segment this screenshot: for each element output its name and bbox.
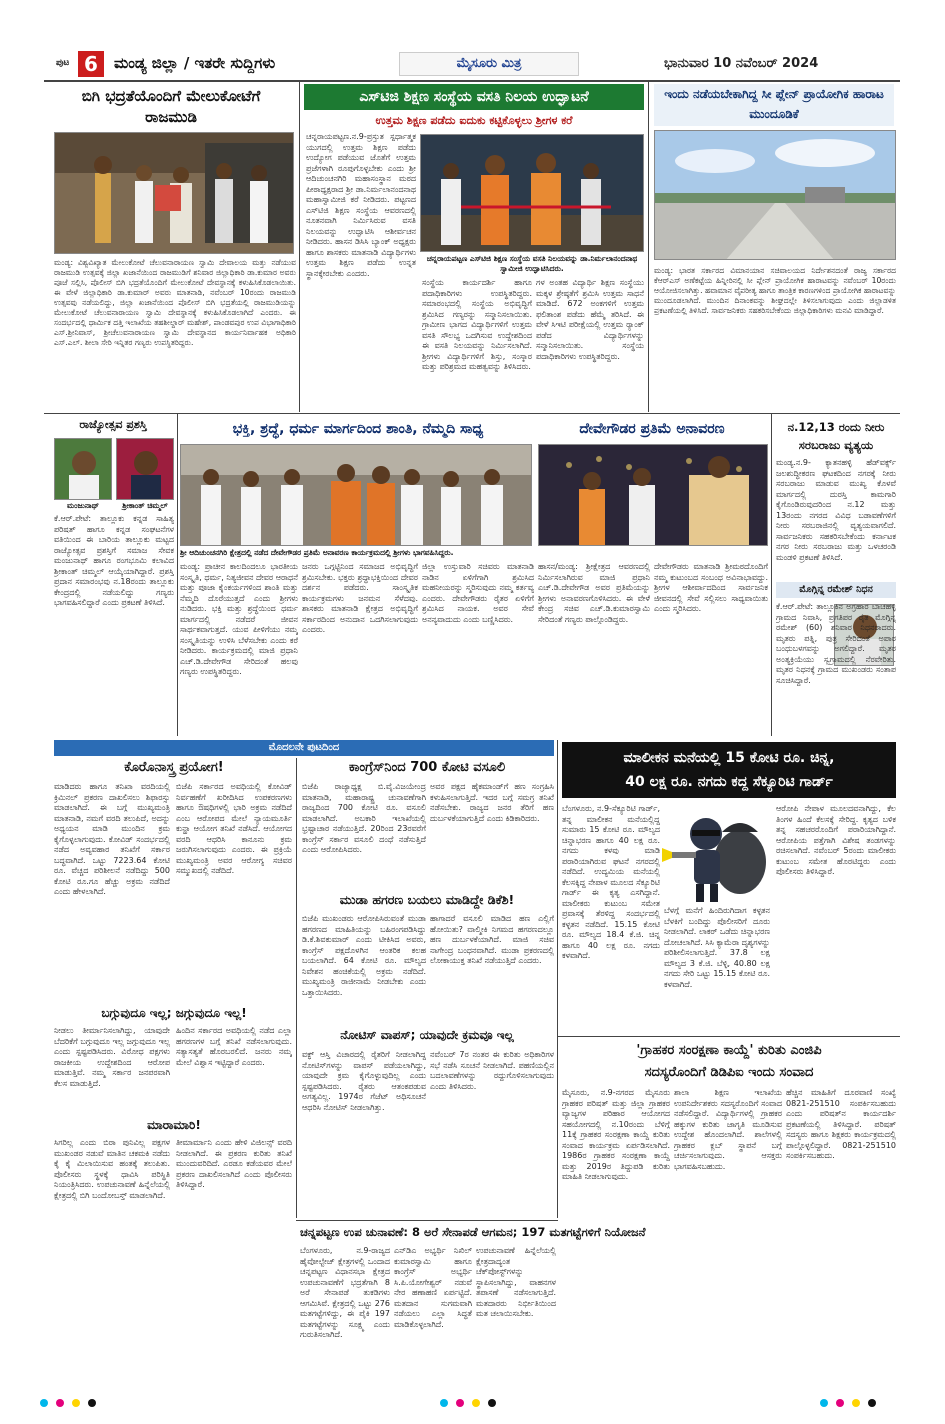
hostel-col3: ಗಳ ಅಂತಹ ವಿದ್ಯಾರ್ಥಿ ಶಿಕ್ಷಣ ಸಂಸ್ಥೆಯು ಮಕ್ಕಳ ಶ್ರೇಷ್ಠತೆಗೆ ಶ್ರಮಿಸಿ ಉತ್ತಮ ಸಾಧನೆ ಮಾಡಿದೆ. 672 ಅಂಕಗಳಿಗೆ ಉತ್ತಮ ಫಲಿತಾಂಶ ಪಡೆದು ಹೆಮ್ಮೆ ತರಿಸಿದೆ. ಈ ವೇಳೆ ಸಿಇಟಿ ಪರೀಕ್ಷೆಯಲ್ಲಿ ಉತ್ತಮ ರ‍್ಯಾಂಕ್ ಪಡೆದ ವಿದ್ಯಾರ್ಥಿಗಳನ್ನು ಸನ್ಮಾನಿಸಲಾಯಿತು. ಸಂಸ್ಥೆಯ ಪದಾಧಿಕಾರಿಗಳು ಉಪಸ್ಥಿತರಿದ್ದರು.: [536, 278, 644, 361]
headline-maramari: ಮಾರಾಮಾರಿ!: [147, 1118, 201, 1132]
registration-dot: [440, 1399, 448, 1407]
700-col1: ಬಿಜೆಪಿ ರಾಜ್ಯಾಧ್ಯಕ್ಷ ಬಿ.ವೈ.ವಿಜಯೇಂದ್ರ ಮಾತನಾಡಿ, ಮಹಾರಾಷ್ಟ್ರ ಚುನಾವಣೆಗಾಗಿ ರಾಜ್ಯದಿಂದ 700 ಕೋಟಿ ರೂ. ವಸೂಲಿ ಮಾಡಲಾಗಿದೆ. ಅಬಕಾರಿ ಇಲಾಖೆಯಲ್ಲಿ ಭ್ರಷ್ಟಾಚಾರ ನಡೆಯುತ್ತಿದೆ. 20ರಿಂದ 23ರವರೆಗೆ ಕಾಂಗ್ರೆಸ್ ಸರ್ಕಾರ ವಸೂಲಿ ದಂಧೆ ನಡೆಸುತ್ತಿದೆ ಎಂದು ಆರೋಪಿಸಿದರು.: [302, 782, 426, 854]
section-title: ಮಂಡ್ಯ ಜಿಲ್ಲಾ / ಇತರೇ ಸುದ್ದಿಗಳು: [114, 54, 276, 72]
devegowda-col5: ದೇವೇಗೌಡರು ಮಾತನಾಡಿ ಶ್ರೀಮಠದೊಂದಿಗೆ ನಮ್ಮ ಕುಟುಂಬದ ಸಂಬಂಧ ಅವಿನಾಭಾವದ್ದು. ಶ್ರೀಗಳ ಆಶೀರ್ವಾದದಿಂದ ಸಾರ್ವಜನಿಕ ಜೀವನದಲ್ಲಿ ಸೇವೆ ಸಲ್ಲಿಸಲು ಸಾಧ್ಯವಾಯಿತು ಎಂದು ಸ್ಮರಿಸಿದರು.: [654, 562, 768, 613]
headline-hostel: ಎಸ್‌ಟಿಜಿ ಶಿಕ್ಷಣ ಸಂಸ್ಥೆಯ ವಸತಿ ನಿಲಯ ಉದ್ಘಾಟನೆ: [304, 84, 644, 110]
headline-theft-box: [562, 742, 896, 798]
consumer-col1: ಮೈಸೂರು, ನ.9-ನಗರದ ಮೈಸೂರು ಗ್ರಾಹಕರ ಪರಿಷತ್ ಮತ್ತು ಜಿಲ್ಲಾ ಗ್ರಾಹಕರ ವ್ಯಾಜ್ಯಗಳ ಪರಿಹಾರ ಆಯೋಗದ ಸಹಯೋಗದಲ್ಲಿ ನ.10ರಂದು ಬೆಳಿಗ್ಗೆ 11ಕ್ಕೆ ಗ್ರಾಹಕರ ಸಂರಕ್ಷಣಾ ಕಾಯ್ದೆ ಕುರಿತು ಸಂವಾದ ಕಾರ್ಯಕ್ರಮ ಏರ್ಪಡಿಸಲಾಗಿದೆ. 1986ರ ಗ್ರಾಹಕರ ಸಂರಕ್ಷಣಾ ಕಾಯ್ದೆ ಮತ್ತು 2019ರ ತಿದ್ದುಪಡಿ ಕುರಿತು ಮಾಹಿತಿ ನೀಡಲಾಗುವುದು.: [562, 1088, 670, 1181]
theft-col3: ಆರೋಪಿ ನೇಪಾಳ ಮೂಲದವನಾಗಿದ್ದು, ಕೆಲ ತಿಂಗಳ ಹಿಂದೆ ಕೆಲಸಕ್ಕೆ ಸೇರಿದ್ದ. ಕೃತ್ಯದ ಬಳಿಕ ತನ್ನ ಸಹಚರರೊಂದಿಗೆ ಪರಾರಿಯಾಗಿದ್ದಾನೆ. ಆರೋಪಿಯ ಪತ್ತೆಗಾಗಿ ವಿಶೇಷ ತಂಡಗಳನ್ನು ರಚಿಸಲಾಗಿದೆ. ನವೆಂಬರ್ 5ರಂದು ಮಾಲೀಕರು ಕುಟುಂಬ ಸಮೇತ ಹೊರಟಿದ್ದರು ಎಂದು ಪೊಲೀಸರು ತಿಳಿಸಿದ್ದಾರೆ.: [776, 804, 896, 876]
byelection-col2: ಎನ್‌ಡಿಎ ಅಭ್ಯರ್ಥಿ ನಿಖಿಲ್ ಕುಮಾರಸ್ವಾಮಿ ಹಾಗೂ ಕಾಂಗ್ರೆಸ್ ಅಭ್ಯರ್ಥಿ ಸಿ.ಪಿ.ಯೋಗೇಶ್ವರ್ ನಡುವೆ ನೇರ ಹಣಾಹಣಿ ಏರ್ಪಟ್ಟಿದೆ. ಮತದಾನ ಸುಗಮವಾಗಿ ನಡೆಯಲು ಎಲ್ಲಾ ಸಿದ್ಧತೆ ಮಾಡಿಕೊಳ್ಳಲಾಗಿದೆ.: [394, 1246, 472, 1329]
thief-illustration: [662, 804, 772, 904]
subhead-hostel: ಉತ್ತಮ ಶಿಕ್ಷಣ ಪಡೆದು ಐದುಕು ಕಟ್ಟಿಕೊಳ್ಳಲು ಶ್ರೀಗಳ ಕರೆ: [375, 114, 573, 127]
baggu-col1: ನೀಡಲು ತೀರ್ಮಾನಿಸಲಾಗಿದ್ದು, ಯಾವುದೇ ಬೆದರಿಕೆಗೆ ಬಗ್ಗುವುದೂ ಇಲ್ಲ ಜಗ್ಗುವುದೂ ಇಲ್ಲ ಎಂದು ಸ್ಪಷ್ಟಪಡಿಸಿದರು. ವಿರೋಧ ಪಕ್ಷಗಳು ರಾಜಕೀಯ ಉದ್ದೇಶದಿಂದ ಆರೋಪ ಮಾಡುತ್ತಿವೆ. ನಮ್ಮ ಸರ್ಕಾರ ಜನಪರವಾಗಿ ಕೆಲಸ ಮಾಡುತ್ತಿದೆ.: [54, 1026, 170, 1088]
consumer-col3: ಹೆಚ್ಚಿನ ಮಾಹಿತಿಗೆ ದೂರವಾಣಿ ಸಂಖ್ಯೆ 0821-251510 ಸಂಪರ್ಕಿಸಬಹುದು ಎಂದು ಪರಿಷತ್‌ನ ಕಾರ್ಯದರ್ಶಿ ಪ್ರಕಟಣೆಯಲ್ಲಿ ತಿಳಿಸಿದ್ದಾರೆ. ಪರಿಷತ್ ಸದಸ್ಯರು ಹಾಗೂ ಶಿಕ್ಷಕರು ಕಾರ್ಯಕ್ರಮದಲ್ಲಿ ಪಾಲ್ಗೊಳ್ಳಲಿದ್ದಾರೆ. 0821-251510 ಸಂಪರ್ಕಿಸಬಹುದು.: [786, 1088, 896, 1160]
col-divider: [771, 414, 772, 736]
row-divider: [296, 1220, 558, 1221]
registration-dot: [456, 1399, 464, 1407]
col-divider: [177, 414, 178, 736]
registration-dot: [72, 1399, 80, 1407]
caption-hostel: ಚನ್ನರಾಯಪಟ್ಟಣ ಎಸ್‌ಟಿಜಿ ಶಿಕ್ಷಣ ಸಂಸ್ಥೆಯ ವಸತಿ ನಿಲಯವನ್ನು ಡಾ.ನಿರ್ಮಲಾನಂದನಾಥ ಸ್ವಾಮೀಜಿ ಉದ್ಘಾಟಿಸಿದರು.: [426, 254, 638, 273]
paper-name: ಮೈಸೂರು ಮಿತ್ರ: [399, 52, 579, 76]
headline-rajamudi: ಬಿಗಿ ಭದ್ರತೆಯೊಂದಿಗೆ ಮೇಲುಕೋಟೆಗೆ ರಾಜಮುಡಿ: [81, 87, 261, 126]
consumer-col2: ಶಾಲಾ ಶಿಕ್ಷಣ ಇಲಾಖೆಯ ಉಪನಿರ್ದೇಶಕರು ಸದಸ್ಯರೊಂದಿಗೆ ಸಂವಾದ ನಡೆಸಲಿದ್ದಾರೆ. ವಿದ್ಯಾರ್ಥಿಗಳಲ್ಲಿ ಗ್ರಾಹಕರ ಹಕ್ಕುಗಳ ಕುರಿತು ಜಾಗೃತಿ ಮೂಡಿಸುವ ಉದ್ದೇಶ ಹೊಂದಲಾಗಿದೆ. ಶಾಲೆಗಳಲ್ಲಿ ಗ್ರಾಹಕರ ಕ್ಲಬ್ ಸ್ಥಾಪನೆ ಬಗ್ಗೆ ಚರ್ಚಿಸಲಾಗುವುದು. ಆಸಕ್ತರು ಭಾಗವಹಿಸಬಹುದು.: [674, 1088, 782, 1171]
registration-dot: [56, 1399, 64, 1407]
registration-dot: [868, 1399, 876, 1407]
corona-col1: ಮಾಡಿದರು ಹಾಗೂ ತನಿಖಾ ವರದಿಯಲ್ಲಿ ಕ್ರಿಮಿನಲ್ ಪ್ರಕರಣ ದಾಖಲಿಸಲು ಶಿಫಾರಸ್ಸು ಮಾಡಲಾಗಿದೆ. ಈ ಬಗ್ಗೆ ಮುಖ್ಯಮಂತ್ರಿ ಮಾತನಾಡಿ, ನಮಗೆ ವರದಿ ತಲುಪಿದೆ, ಅದನ್ನು ಅಧ್ಯಯನ ಮಾಡಿ ಮುಂದಿನ ಕ್ರಮ ಕೈಗೊಳ್ಳಲಾಗುವುದು. ಕೋವಿಡ್ ಸಂದರ್ಭದಲ್ಲಿ ನಡೆದ ಅವ್ಯವಹಾರ ತನಿಖೆಗೆ ಸರ್ಕಾರ ಬದ್ಧವಾಗಿದೆ. ಒಟ್ಟು 7223.64 ಕೋಟಿ ರೂ. ವೆಚ್ಚದ ಪರಿಶೀಲನೆ ನಡೆದಿದ್ದು 500 ಕೋಟಿ ರೂ.ಗೂ ಹೆಚ್ಚು ಅಕ್ರಮ ನಡೆದಿದೆ ಎಂದು ಹೇಳಲಾಗಿದೆ.: [54, 782, 170, 896]
hostel-col1: ಚನ್ನರಾಯಪಟ್ಟಣ.ನ.9-ಪ್ರಸ್ತುತ ಸ್ಪರ್ಧಾತ್ಮಕ ಯುಗದಲ್ಲಿ ಉತ್ತಮ ಶಿಕ್ಷಣ ಪಡೆದು ಉದ್ಯೋಗ ಪಡೆಯುವ ಜೊತೆಗೆ ಉತ್ತಮ ಪ್ರಜೆಗಳಾಗಿ ರೂಪುಗೊಳ್ಳಬೇಕು ಎಂದು ಶ್ರೀ ಆದಿಚುಂಚನಗಿರಿ ಮಹಾಸಂಸ್ಥಾನ ಮಠದ ಪೀಠಾಧ್ಯಕ್ಷರಾದ ಶ್ರೀ ಡಾ.ನಿರ್ಮಲಾನಂದನಾಥ ಮಹಾಸ್ವಾಮೀಜಿ ಕರೆ ನೀಡಿದರು. ಪಟ್ಟಣದ ಎಸ್‌ಟಿಜಿ ಶಿಕ್ಷಣ ಸಂಸ್ಥೆಯ ಆವರಣದಲ್ಲಿ ನೂತನವಾಗಿ ನಿರ್ಮಿಸಿರುವ ವಸತಿ ನಿಲಯವನ್ನು ಉದ್ಘಾಟಿಸಿ ಆಶೀರ್ವಚನ ನೀಡಿದರು. ಹಾಸನ ಡಿಸಿಸಿ ಬ್ಯಾಂಕ್ ಅಧ್ಯಕ್ಷರು ಹಾಗೂ ಶಾಸಕರು ಮಾತನಾಡಿ ವಿದ್ಯಾರ್ಥಿಗಳು ಉತ್ತಮ ಶಿಕ್ಷಣ ಪಡೆದು ಉನ್ನತ ಸ್ಥಾನಕ್ಕೇರಬೇಕು ಎಂದರು.: [306, 132, 416, 278]
headline-devegowda-2: ದೇವೇಗೌಡರ ಪ್ರತಿಮೆ ಅನಾವರಣ: [579, 421, 725, 437]
body-rajamudi: ಮಂಡ್ಯ: ವಿಶ್ವವಿಖ್ಯಾತ ಮೇಲುಕೋಟೆ ಚೆಲುವನಾರಾಯಣ ಸ್ವಾಮಿ ದೇವಾಲಯ ಮತ್ತು ನಡೆಯುವ ರಾಜಮುಡಿ ಉತ್ಸವಕ್ಕೆ ಜಿಲ್ಲಾ ಖಜಾನೆಯಿಂದ ರಾಜಮುಡಿಗೆ ಶನಿವಾರ ಜಿಲ್ಲಾಧಿಕಾರಿ ಡಾ.ಕುಮಾರ ಅವರು ಪೂಜೆ ಸಲ್ಲಿಸಿ, ಪೊಲೀಸ್ ಬಿಗಿ ಭದ್ರತೆಯೊಂದಿಗೆ ಮೇಲುಕೋಟೆ ದೇವಸ್ಥಾನಕ್ಕೆ ಕಳುಹಿಸಿಕೊಡಲಾಯಿತು. ಈ ವೇಳೆ ಜಿಲ್ಲಾಧಿಕಾರಿ ಡಾ.ಕುಮಾರ್ ಅವರು ಮಾತನಾಡಿ, ನವೆಂಬರ್ 10ರಂದು ರಾಜಮುಡಿ ಉತ್ಸವವು ನಡೆಯಲಿದ್ದು, ಜಿಲ್ಲಾ ಖಜಾನೆಯಿಂದ ಪೊಲೀಸ್ ಬಿಗಿ ಭದ್ರತೆಯಲ್ಲಿ ರಾಜಮುಡಿಯನ್ನು ಮೇಲುಕೋಟೆ ಚೆಲುವನಾರಾಯಣ ಸ್ವಾಮಿ ದೇವಸ್ಥಾನಕ್ಕೆ ಕಳುಹಿಸಿಕೊಡಲಾಗಿದೆ ಎಂದರು. ಈ ಸಂದರ್ಭದಲ್ಲಿ ಧಾರ್ಮಿಕ ದತ್ತಿ ಇಲಾಖೆಯ ತಹಶೀಲ್ದಾರ್ ಮಹೇಶ್, ಪಾಂಡವಪುರ ಉಪ ವಿಭಾಗಾಧಿಕಾರಿ ಎಸ್.ಶ್ರೀನಿವಾಸ್, ಶ್ರೀಚೆಲುವನಾರಾಯಣ ಸ್ವಾಮಿ ದೇವಸ್ಥಾನದ ಕಾರ್ಯನಿರ್ವಾಹಕ ಅಧಿಕಾರಿ ಎಸ್.ಎಲ್. ಶೀಲಾ ಸೇರಿ ಇನ್ನಿತರ ಗಣ್ಯರು ಉಪಸ್ಥಿತರಿದ್ದರು.: [54, 258, 296, 347]
headline-obit: ಮೊಗ್ಗಿನ್ನ ರಮೇಶ್ ನಿಧನ: [776, 582, 896, 598]
registration-marks-center: [440, 1392, 504, 1411]
registration-dot: [472, 1399, 480, 1407]
photo-award-2: [116, 438, 174, 500]
award-name-2: ಶ್ರೀಕಾಂತ್ ಚಿಮ್ಮಲ್: [122, 501, 168, 510]
devegowda-col1: ಮಂಡ್ಯ: ಪ್ರಾಚೀನ ಕಾಲದಿಂದಲೂ ಭಾರತೀಯ ಸಂಸ್ಕೃತಿ, ಧರ್ಮ, ನಿತ್ಯಜೀವನ ದೇವರ ಆರಾಧನೆ ಮತ್ತು ಪೂಜಾ ಕೈಂಕರ್ಯಗಳಿಂದ ಶಾಂತಿ ಮತ್ತು ನೆಮ್ಮದಿ ದೊರೆಯುತ್ತದೆ ಎಂದು ಶ್ರೀಗಳು ನುಡಿದರು. ಭಕ್ತಿ ಮತ್ತು ಶ್ರದ್ಧೆಯಿಂದ ಧರ್ಮ ಮಾರ್ಗದಲ್ಲಿ ನಡೆದರೆ ಜೀವನ ಸಾರ್ಥಕವಾಗುತ್ತದೆ. ಯುವ ಪೀಳಿಗೆಯು ನಮ್ಮ ಸಂಸ್ಕೃತಿಯನ್ನು ಉಳಿಸಿ ಬೆಳೆಸಬೇಕು ಎಂದು ಕರೆ ನೀಡಿದರು. ಕಾರ್ಯಕ್ರಮದಲ್ಲಿ ಮಾಜಿ ಪ್ರಧಾನಿ ಎಚ್.ಡಿ.ದೇವೇಗೌಡ ಸೇರಿದಂತೆ ಹಲವು ಗಣ್ಯರು ಉಪಸ್ಥಿತರಿದ್ದರು.: [180, 562, 298, 676]
headline-baggu: ಬಗ್ಗುವುದೂ ಇಲ್ಲ; ಜಗ್ಗುವುದೂ ಇಲ್ಲ!: [101, 1006, 247, 1020]
award-name-1: ಮಂಜುನಾಥ್: [67, 501, 99, 510]
registration-dot: [820, 1399, 828, 1407]
headline-seaplane: ಇಂದು ನಡೆಯಬೇಕಾಗಿದ್ದ ಸೀ ಪ್ಲೇನ್ ಪ್ರಾಯೋಗಿಕ ಹಾರಾಟ ಮುಂದೂಡಿಕೆ: [654, 84, 894, 126]
body-water: ಮಂಡ್ಯ.ನ.9- ಕ್ಯಾತನಹಳ್ಳಿ ಹೆಡ್‌ವರ್ಕ್ಸ್ ಜಲಶುದ್ಧೀಕರಣ ಘಟಕದಿಂದ ನಗರಕ್ಕೆ ನೀರು ಸರಬರಾಜು ಮಾಡುವ ಮುಖ್ಯ ಕೊಳವೆ ಮಾರ್ಗದಲ್ಲಿ ದುರಸ್ತಿ ಕಾಮಗಾರಿ ಕೈಗೊಂಡಿರುವುದರಿಂದ ನ.12 ಮತ್ತು 13ರಂದು ನಗರದ ವಿವಿಧ ಬಡಾವಣೆಗಳಿಗೆ ನೀರು ಸರಬರಾಜಿನಲ್ಲಿ ವ್ಯತ್ಯಯವಾಗಲಿದೆ. ಸಾರ್ವಜನಿಕರು ಸಹಕರಿಸಬೇಕೆಂದು ಕರ್ನಾಟಕ ನಗರ ನೀರು ಸರಬರಾಜು ಮತ್ತು ಒಳಚರಂಡಿ ಮಂಡಳಿ ಪ್ರಕಟಣೆ ತಿಳಿಸಿದೆ.: [776, 458, 896, 562]
rajyotsava-title: ರಾಜ್ಯೋತ್ಸವ ಪ್ರಶಸ್ತಿ: [79, 418, 147, 431]
banner-from-first-page: ಮೊದಲನೇ ಪುಟದಿಂದ: [54, 740, 554, 756]
maramari-col1: ಸಿಗರಿಲ್ಲ ಎಂದು ಬಿರಾ ಪುನಿವಿಲ್ಲ ಪಕ್ಷಗಳ ಮುಖಂಡರ ನಡುವೆ ಮಾತಿನ ಚಕಮಕಿ ನಡೆದು ಕೈ ಕೈ ಮಿಲಾಯಿಸುವ ಹಂತಕ್ಕೆ ತಲುಪಿತು. ಪೊಲೀಸರು ಸ್ಥಳಕ್ಕೆ ಧಾವಿಸಿ ಪರಿಸ್ಥಿತಿ ನಿಯಂತ್ರಿಸಿದರು. ಉಪಚುನಾವಣೆ ಹಿನ್ನೆಲೆಯಲ್ಲಿ ಕ್ಷೇತ್ರದಲ್ಲಿ ಬಿಗಿ ಬಂದೋಬಸ್ತ್ ಮಾಡಲಾಗಿದೆ.: [54, 1138, 170, 1200]
byelection-col1: ಬೆಂಗಳೂರು, ನ.9-ರಾಜ್ಯದ ಹೈವೋಲ್ಟೇಜ್ ಕ್ಷೇತ್ರಗಳಲ್ಲಿ ಒಂದಾದ ಚನ್ನಪಟ್ಟಣ ವಿಧಾನಸಭಾ ಕ್ಷೇತ್ರದ ಉಪಚುನಾವಣೆಗೆ ಭದ್ರತೆಗಾಗಿ 8 ಅರೆ ಸೇನಾಪಡೆ ತುಕಡಿಗಳು ಆಗಮಿಸಿವೆ. ಕ್ಷೇತ್ರದಲ್ಲಿ ಒಟ್ಟು 276 ಮತಗಟ್ಟೆಗಳಿದ್ದು, ಈ ಪೈಕಿ 197 ಮತಗಟ್ಟೆಗಳನ್ನು ಸೂಕ್ಷ್ಮ ಎಂದು ಗುರುತಿಸಲಾಗಿದೆ.: [300, 1246, 390, 1339]
registration-dot: [836, 1399, 844, 1407]
devegowda-col2: ಜನರು ಒಗ್ಗಟ್ಟಿನಿಂದ ಸಮಾಜದ ಅಭಿವೃದ್ಧಿಗೆ ಶ್ರಮಿಸಬೇಕು. ಭಕ್ತರು ಶ್ರದ್ಧಾಭಕ್ತಿಯಿಂದ ದೇವರ ದರ್ಶನ ಪಡೆದರು. ಸಾಂಸ್ಕೃತಿಕ ಕಾರ್ಯಕ್ರಮಗಳು ಜನಮನ ಸೆಳೆದವು. ಶಾಸಕರು ಮಾತನಾಡಿ ಕ್ಷೇತ್ರದ ಅಭಿವೃದ್ಧಿಗೆ ಸರ್ಕಾರದಿಂದ ಅನುದಾನ ಒದಗಿಸಲಾಗುವುದು ಎಂದರು.: [302, 562, 418, 634]
headline-consumer-1: 'ಗ್ರಾಹಕರ ಸಂರಕ್ಷಣಾ ಕಾಯ್ದೆ' ಕುರಿತು ಎಂಜಿಪಿ: [636, 1043, 822, 1058]
headline-devegowda: ಭಕ್ತಿ, ಶ್ರದ್ಧೆ, ಧರ್ಮ ಮಾರ್ಗದಿಂದ ಶಾಂತಿ, ನೆಮ್ಮದಿ ಸಾಧ್ಯ: [232, 421, 484, 437]
700-col2: ಅವರ ಪಕ್ಷದ ಹೈಕಮಾಂಡ್‌ಗೆ ಹಣ ಸಂಗ್ರಹಿಸಿ ಕಳುಹಿಸಲಾಗುತ್ತಿದೆ. ಇದರ ಬಗ್ಗೆ ಸಮಗ್ರ ತನಿಖೆ ನಡೆಸಬೇಕು. ರಾಜ್ಯದ ಜನರ ತೆರಿಗೆ ಹಣ ದುರ್ಬಳಕೆಯಾಗುತ್ತಿದೆ ಎಂದು ಕಿಡಿಕಾರಿದರು.: [430, 782, 554, 823]
headline-consumer-2: ಸದಸ್ಯರೊಂದಿಗೆ ಡಿಡಿಪಿಐ ಇಂದು ಸಂವಾದ: [644, 1065, 814, 1080]
muda-col2: ಹಾಗಾದರೆ ವಸೂಲಿ ಮಾಡಿದ ಹಣ ಎಲ್ಲಿಗೆ ಹೋಯಿತು? ವಾಲ್ಮೀಕಿ ನಿಗಮದ ಹಗರಣದಲ್ಲೂ ಹಣ ದುರ್ಬಳಕೆಯಾಗಿದೆ. ಮಾಜಿ ಸಚಿವ ನಾಗೇಂದ್ರ ಬಂಧನವಾಗಿದೆ. ಮುಡಾ ಪ್ರಕರಣದಲ್ಲಿ ಲೋಕಾಯುಕ್ತ ತನಿಖೆ ನಡೆಯುತ್ತಿದೆ ಎಂದರು.: [430, 914, 554, 965]
registration-dot: [40, 1399, 48, 1407]
col-divider: [557, 740, 558, 1218]
page-number: 6: [78, 51, 104, 77]
maramari-col2: ತೀಮಾರ್ಮಾನಿ ಎಂದು ಹೇಳಿ ವಿಜಿಲನ್ಸ್ ವರದಿ ನೀಡಲಾಗಿದೆ. ಈ ಪ್ರಕರಣ ಕುರಿತು ತನಿಖೆ ಮುಂದುವರಿದಿದೆ. ಎರಡೂ ಕಡೆಯವರ ಮೇಲೆ ಪ್ರಕರಣ ದಾಖಲಿಸಲಾಗಿದೆ ಎಂದು ಪೊಲೀಸರು ತಿಳಿಸಿದ್ದಾರೆ.: [176, 1138, 292, 1189]
headline-notice: ನೋಟಿಸ್ ವಾಪಸ್; ಯಾವುದೇ ಕ್ರಮವೂ ಇಲ್ಲ: [340, 1028, 514, 1042]
baggu-col2: ಹಿಂದಿನ ಸರ್ಕಾರದ ಅವಧಿಯಲ್ಲಿ ನಡೆದ ಎಲ್ಲಾ ಹಗರಣಗಳ ಬಗ್ಗೆ ತನಿಖೆ ನಡೆಸಲಾಗುವುದು. ಸತ್ಯಾಸತ್ಯತೆ ಹೊರಬರಲಿದೆ. ಜನರು ನಮ್ಮ ಮೇಲೆ ವಿಶ್ವಾಸ ಇಟ್ಟಿದ್ದಾರೆ ಎಂದರು.: [176, 1026, 292, 1067]
photo-devegowda-2: [538, 444, 768, 546]
corona-col2: ಬಿಜೆಪಿ ಸರ್ಕಾರದ ಅವಧಿಯಲ್ಲಿ ಕೋವಿಡ್ ನಿರ್ವಹಣೆಗೆ ಖರೀದಿಸಿದ ಉಪಕರಣಗಳು ಹಾಗೂ ಔಷಧಿಗಳಲ್ಲಿ ಭಾರಿ ಅಕ್ರಮ ನಡೆದಿದೆ ಎಂಬ ಆರೋಪದ ಮೇಲೆ ನ್ಯಾಯಮೂರ್ತಿ ಕುನ್ಹಾ ಆಯೋಗ ತನಿಖೆ ನಡೆಸಿದೆ. ಆಯೋಗದ ವರದಿ ಆಧರಿಸಿ ಕಾನೂನು ಕ್ರಮ ಜರುಗಿಸಲಾಗುವುದು ಎಂದರು. ಈ ಪ್ರಕ್ರಿಯೆ ಮುಖ್ಯಮಂತ್ರಿ ಅವರ ಆರೋಗ್ಯ ಸಚಿವರ ಸಮ್ಮುಖದಲ್ಲಿ ನಡೆದಿದೆ.: [176, 782, 292, 875]
caption-devegowda: ಶ್ರೀ ಆದಿಚುಂಚನಗಿರಿ ಕ್ಷೇತ್ರದಲ್ಲಿ ನಡೆದ ದೇವೇಗೌಡರ ಪ್ರತಿಮೆ ಅನಾವರಣ ಕಾರ್ಯಕ್ರಮದಲ್ಲಿ ಶ್ರೀಗಳು ಭಾಗವಹಿಸಿದ್ದರು.: [180, 548, 454, 557]
headline-700: ಕಾಂಗ್ರೆಸ್‌ನಿಂದ 700 ಕೋಟಿ ವಸೂಲಿ: [348, 760, 506, 775]
col-divider: [648, 82, 649, 412]
headline-byelection: ಚನ್ನಪಟ್ಟಣ ಉಪ ಚುನಾವಣೆ: 8 ಅರೆ ಸೇನಾಪಡೆ ಆಗಮನ; 197 ಮತಗಟ್ಟೆಗಳಿಗೆ ನಿಯೋಜನೆ: [300, 1225, 646, 1239]
headline-theft-line2: 40 ಲಕ್ಷ ರೂ. ನಗದು ಕದ್ದ ಸೆಕ್ಯೂರಿಟಿ ಗಾರ್ಡ್: [625, 774, 833, 790]
photo-seaplane: [654, 130, 896, 260]
registration-dot: [488, 1399, 496, 1407]
photo-devegowda-1: [180, 444, 532, 546]
theft-col1: ಬೆಂಗಳೂರು, ನ.9-ಸೆಕ್ಯೂರಿಟಿ ಗಾರ್ಡ್, ತನ್ನ ಮಾಲೀಕನ ಮನೆಯಲ್ಲಿದ್ದ ಸುಮಾರು 15 ಕೋಟಿ ರೂ. ಮೌಲ್ಯದ ಚಿನ್ನಾಭರಣ ಹಾಗೂ 40 ಲಕ್ಷ ರೂ. ನಗದು ಕಳವು ಮಾಡಿ ಪರಾರಿಯಾಗಿರುವ ಘಟನೆ ನಗರದಲ್ಲಿ ನಡೆದಿದೆ. ಉದ್ಯಮಿಯ ಮನೆಯಲ್ಲಿ ಕೆಲಸಕ್ಕಿದ್ದ ನೇಪಾಳ ಮೂಲದ ಸೆಕ್ಯೂರಿಟಿ ಗಾರ್ಡ್ ಈ ಕೃತ್ಯ ಎಸಗಿದ್ದಾನೆ. ಮಾಲೀಕರು ಕುಟುಂಬ ಸಮೇತ ಪ್ರವಾಸಕ್ಕೆ ತೆರಳಿದ್ದ ಸಂದರ್ಭದಲ್ಲಿ ಕಳ್ಳತನ ನಡೆದಿದೆ. 15.15 ಕೋಟಿ ರೂ. ಮೌಲ್ಯದ 18.4 ಕೆ.ಜಿ. ಚಿನ್ನ ಹಾಗೂ 40 ಲಕ್ಷ ರೂ. ನಗದು ಕಳವಾಗಿದೆ.: [562, 804, 660, 960]
photo-award-1: [54, 438, 112, 500]
byelection-col3: ಉಪಚುನಾವಣೆ ಹಿನ್ನೆಲೆಯಲ್ಲಿ ಕ್ಷೇತ್ರದಾದ್ಯಂತ ಚೆಕ್‌ಪೋಸ್ಟ್‌ಗಳನ್ನು ಸ್ಥಾಪಿಸಲಾಗಿದ್ದು, ವಾಹನಗಳ ತಪಾಸಣೆ ನಡೆಸಲಾಗುತ್ತಿದೆ. ಮತದಾರರು ನಿರ್ಭೀತಿಯಿಂದ ಮತ ಚಲಾಯಿಸಬೇಕು.: [476, 1246, 556, 1318]
col-divider: [296, 758, 297, 1218]
body-obit: ಕೆ.ಆರ್.ಪೇಟೆ: ತಾಲ್ಲೂಕಿನ ಅಗ್ರಹಾರ ಬಾಚಹಳ್ಳಿ ಗ್ರಾಮದ ನಿವಾಸಿ, ಪ್ರಗತಿಪರ ರೈತ ಮೊಗ್ಗಿನ್ನ ರಮೇಶ್ (60) ಶನಿವಾರ ನಿಧನರಾದರು. ಮೃತರು ಪತ್ನಿ, ಪುತ್ರ ಸೇರಿದಂತೆ ಅಪಾರ ಬಂಧುಬಳಗವನ್ನು ಅಗಲಿದ್ದಾರೆ. ಮೃತರ ಅಂತ್ಯಕ್ರಿಯೆಯು ಸ್ವಗ್ರಾಮದಲ್ಲಿ ನೆರವೇರಿತು. ಮೃತರ ನಿಧನಕ್ಕೆ ಗ್ರಾಮದ ಮುಖಂಡರು ಸಂತಾಪ ಸೂಚಿಸಿದ್ದಾರೆ.: [776, 602, 896, 685]
masthead: [44, 50, 900, 80]
devegowda-col3: ಜಿಲ್ಲಾ ಉಸ್ತುವಾರಿ ಸಚಿವರು ಮಾತನಾಡಿ ನಾಡಿನ ಏಳಿಗೆಗಾಗಿ ಶ್ರಮಿಸಿದ ಮಹನೀಯರನ್ನು ಸ್ಮರಿಸುವುದು ನಮ್ಮ ಕರ್ತವ್ಯ ಎಂದರು. ದೇವೇಗೌಡರು ರೈತರ ಏಳಿಗೆಗೆ ಶ್ರಮಿಸಿದ ನಾಯಕ. ಅವರ ಸೇವೆ ಅನನ್ಯವಾದುದು ಎಂದು ಬಣ್ಣಿಸಿದರು.: [422, 562, 534, 624]
masthead-rule: [44, 80, 900, 82]
headline-corona: ಕೊರೊನಾಸ್ತ್ರ ಪ್ರಯೋಗ!: [124, 760, 224, 775]
photo-rajamudi: [54, 132, 294, 254]
issue-date: ಭಾನುವಾರ 10 ನವೆಂಬರ್ 2024: [664, 56, 819, 71]
body-rajyotsava: ಕೆ.ಆರ್.ಪೇಟೆ: ತಾಲ್ಲೂಕು ಕನ್ನಡ ಸಾಹಿತ್ಯ ಪರಿಷತ್ ಹಾಗೂ ಕನ್ನಡ ಸಂಘಟನೆಗಳ ವತಿಯಿಂದ ಈ ಬಾರಿಯ ತಾಲ್ಲೂಕು ಮಟ್ಟದ ರಾಜ್ಯೋತ್ಸವ ಪ್ರಶಸ್ತಿಗೆ ಸಮಾಜ ಸೇವಕ ಮಂಜುನಾಥ್ ಹಾಗೂ ರಂಗಭೂಮಿ ಕಲಾವಿದ ಶ್ರೀಕಾಂತ್ ಚಿಮ್ಮಲ್ ಆಯ್ಕೆಯಾಗಿದ್ದಾರೆ. ಪ್ರಶಸ್ತಿ ಪ್ರದಾನ ಸಮಾರಂಭವು ನ.18ರಂದು ತಾಲ್ಲೂಕು ಕೇಂದ್ರದಲ್ಲಿ ನಡೆಯಲಿದ್ದು ಗಣ್ಯರು ಭಾಗವಹಿಸಲಿದ್ದಾರೆ ಎಂದು ಪ್ರಕಟಣೆ ತಿಳಿಸಿದೆ.: [54, 514, 174, 607]
photo-hostel: [420, 134, 644, 252]
registration-dot: [88, 1399, 96, 1407]
registration-dot: [852, 1399, 860, 1407]
registration-marks-right: [820, 1392, 884, 1411]
theft-col2: ಬೆಳಗ್ಗೆ ಮನೆಗೆ ಹಿಂದಿರುಗಿದಾಗ ಕಳ್ಳತನ ಬೆಳಕಿಗೆ ಬಂದಿದ್ದು ಪೊಲೀಸರಿಗೆ ದೂರು ನೀಡಲಾಗಿದೆ. ಲಾಕರ್ ಒಡೆದು ಚಿನ್ನಾಭರಣ ದೋಚಲಾಗಿದೆ. ಸಿಸಿ ಕ್ಯಾಮೆರಾ ದೃಶ್ಯಗಳನ್ನು ಪರಿಶೀಲಿಸಲಾಗುತ್ತಿದೆ. 37.8 ಲಕ್ಷ ಮೌಲ್ಯದ 3 ಕೆ.ಜಿ. ಬೆಳ್ಳಿ, 40.80 ಲಕ್ಷ ನಗದು ಸೇರಿ ಒಟ್ಟು 15.15 ಕೋಟಿ ರೂ. ಕಳವಾಗಿದೆ.: [664, 906, 770, 989]
col-divider: [299, 82, 300, 412]
hostel-col2: ಸಂಸ್ಥೆಯ ಕಾರ್ಯದರ್ಶಿ ಹಾಗೂ ಪದಾಧಿಕಾರಿಗಳು ಉಪಸ್ಥಿತರಿದ್ದರು. ಸಮಾರಂಭದಲ್ಲಿ ಸಂಸ್ಥೆಯ ಅಭಿವೃದ್ಧಿಗೆ ಶ್ರಮಿಸಿದ ಗಣ್ಯರನ್ನು ಸನ್ಮಾನಿಸಲಾಯಿತು. ಗ್ರಾಮೀಣ ಭಾಗದ ವಿದ್ಯಾರ್ಥಿಗಳಿಗೆ ಉತ್ತಮ ವಸತಿ ಸೌಲಭ್ಯ ಒದಗಿಸುವ ಉದ್ದೇಶದಿಂದ ಈ ವಸತಿ ನಿಲಯವನ್ನು ನಿರ್ಮಿಸಲಾಗಿದೆ. ಶ್ರೀಗಳು ವಿದ್ಯಾರ್ಥಿಗಳಿಗೆ ಶಿಸ್ತು, ಸಂಸ್ಕಾರ ಮತ್ತು ಪರಿಶ್ರಮದ ಮಹತ್ವವನ್ನು ತಿಳಿಸಿದರು.: [422, 278, 532, 371]
body-seaplane: ಮಂಡ್ಯ: ಭಾರತ ಸರ್ಕಾರದ ವಿಮಾನಯಾನ ಸಚಿವಾಲಯದ ನಿರ್ದೇಶನದಂತೆ ರಾಜ್ಯ ಸರ್ಕಾರದ ಕೆಆರ್‌ಎಸ್ ಅಣೆಕಟ್ಟೆಯ ಹಿನ್ನೀರಿನಲ್ಲಿ ಸೀ ಪ್ಲೇನ್ ಪ್ರಾಯೋಗಿಕ ಹಾರಾಟವನ್ನು ನವೆಂಬರ್ 10ರಂದು ಆಯೋಜಿಸಲಾಗಿತ್ತು. ಹವಾಮಾನ ವೈಪರೀತ್ಯ ಹಾಗೂ ತಾಂತ್ರಿಕ ಕಾರಣಗಳಿಂದ ಪ್ರಾಯೋಗಿಕ ಹಾರಾಟವನ್ನು ಮುಂದೂಡಲಾಗಿದೆ. ಮುಂದಿನ ದಿನಾಂಕವನ್ನು ಶೀಘ್ರದಲ್ಲೇ ತಿಳಿಸಲಾಗುವುದು ಎಂದು ಜಿಲ್ಲಾಡಳಿತ ಪ್ರಕಟಣೆಯಲ್ಲಿ ತಿಳಿಸಿದೆ. ಸಾರ್ವಜನಿಕರು ಸಹಕರಿಸಬೇಕೆಂದು ಜಿಲ್ಲಾಧಿಕಾರಿಗಳು ಮನವಿ ಮಾಡಿದ್ದಾರೆ.: [654, 266, 896, 315]
muda-col1: ಬಿಜೆಪಿ ಮುಖಂಡರು ಆರೋಪಿಸಿರುವಂತೆ ಮುಡಾ ಹಗರಣದ ಮಾಹಿತಿಯನ್ನು ಬಹಿರಂಗಪಡಿಸಿದ್ದು ಡಿ.ಕೆ.ಶಿವಕುಮಾರ್ ಎಂದು ಟೀಕಿಸಿದ ಅವರು, ಕಾಂಗ್ರೆಸ್ ಪಕ್ಷದೊಳಗಿನ ಆಂತರಿಕ ಕಲಹ ಬಯಲಾಗಿದೆ. 64 ಕೋಟಿ ರೂ. ಮೌಲ್ಯದ ನಿವೇಶನ ಹಂಚಿಕೆಯಲ್ಲಿ ಅಕ್ರಮ ನಡೆದಿದೆ. ಮುಖ್ಯಮಂತ್ರಿ ರಾಜೀನಾಮೆ ನೀಡಬೇಕು ಎಂದು ಒತ್ತಾಯಿಸಿದರು.: [302, 914, 426, 997]
row-divider: [558, 1036, 900, 1037]
devegowda-col4: ಹಾಸನ/ಮಂಡ್ಯ: ಶ್ರೀಕ್ಷೇತ್ರದ ಆವರಣದಲ್ಲಿ ನಿರ್ಮಿಸಲಾಗಿರುವ ಮಾಜಿ ಪ್ರಧಾನಿ ಎಚ್.ಡಿ.ದೇವೇಗೌಡ ಅವರ ಪ್ರತಿಮೆಯನ್ನು ಶ್ರೀಗಳು ಅನಾವರಣಗೊಳಿಸಿದರು. ಈ ವೇಳೆ ಕೇಂದ್ರ ಸಚಿವ ಎಚ್.ಡಿ.ಕುಮಾರಸ್ವಾಮಿ ಸೇರಿದಂತೆ ಗಣ್ಯರು ಪಾಲ್ಗೊಂಡಿದ್ದರು.: [538, 562, 650, 624]
registration-marks-left: [40, 1392, 104, 1411]
page-label: ಪುಟ: [56, 58, 70, 68]
notice-col1: ವಕ್ಫ್ ಆಸ್ತಿ ವಿಚಾರದಲ್ಲಿ ರೈತರಿಗೆ ನೀಡಲಾಗಿದ್ದ ನೋಟಿಸ್‌ಗಳನ್ನು ವಾಪಸ್ ಪಡೆಯಲಾಗಿದ್ದು, ಯಾವುದೇ ಕ್ರಮ ಕೈಗೊಳ್ಳುವುದಿಲ್ಲ ಎಂದು ಸ್ಪಷ್ಟಪಡಿಸಿದರು. ರೈತರು ಆತಂಕಪಡುವ ಅಗತ್ಯವಿಲ್ಲ. 1974ರ ಗೆಜೆಟ್ ಅಧಿಸೂಚನೆ ಆಧರಿಸಿ ನೋಟಿಸ್ ನೀಡಲಾಗಿತ್ತು.: [302, 1050, 426, 1112]
notice-col2: ನವೆಂಬರ್ 7ರ ನಂತರ ಈ ಕುರಿತು ಅಧಿಕಾರಿಗಳ ಸಭೆ ನಡೆಸಿ ಸೂಚನೆ ನೀಡಲಾಗಿದೆ. ಪಹಣಿಯಲ್ಲಿನ ಬದಲಾವಣೆಗಳನ್ನು ರದ್ದುಗೊಳಿಸಲಾಗುವುದು ಎಂದು ತಿಳಿಸಿದರು.: [430, 1050, 554, 1091]
headline-theft-line1: ಮಾಲೀಕನ ಮನೆಯಲ್ಲಿ 15 ಕೋಟಿ ರೂ. ಚಿನ್ನ,: [623, 750, 835, 766]
headline-water: ನ.12,13 ರಂದು ನೀರು ಸರಬರಾಜು ವ್ಯತ್ಯಯ: [787, 420, 885, 452]
headline-muda: ಮುಡಾ ಹಗರಣ ಬಯಲು ಮಾಡಿದ್ದೇ ಡಿಕೆಶಿ!: [339, 892, 515, 907]
